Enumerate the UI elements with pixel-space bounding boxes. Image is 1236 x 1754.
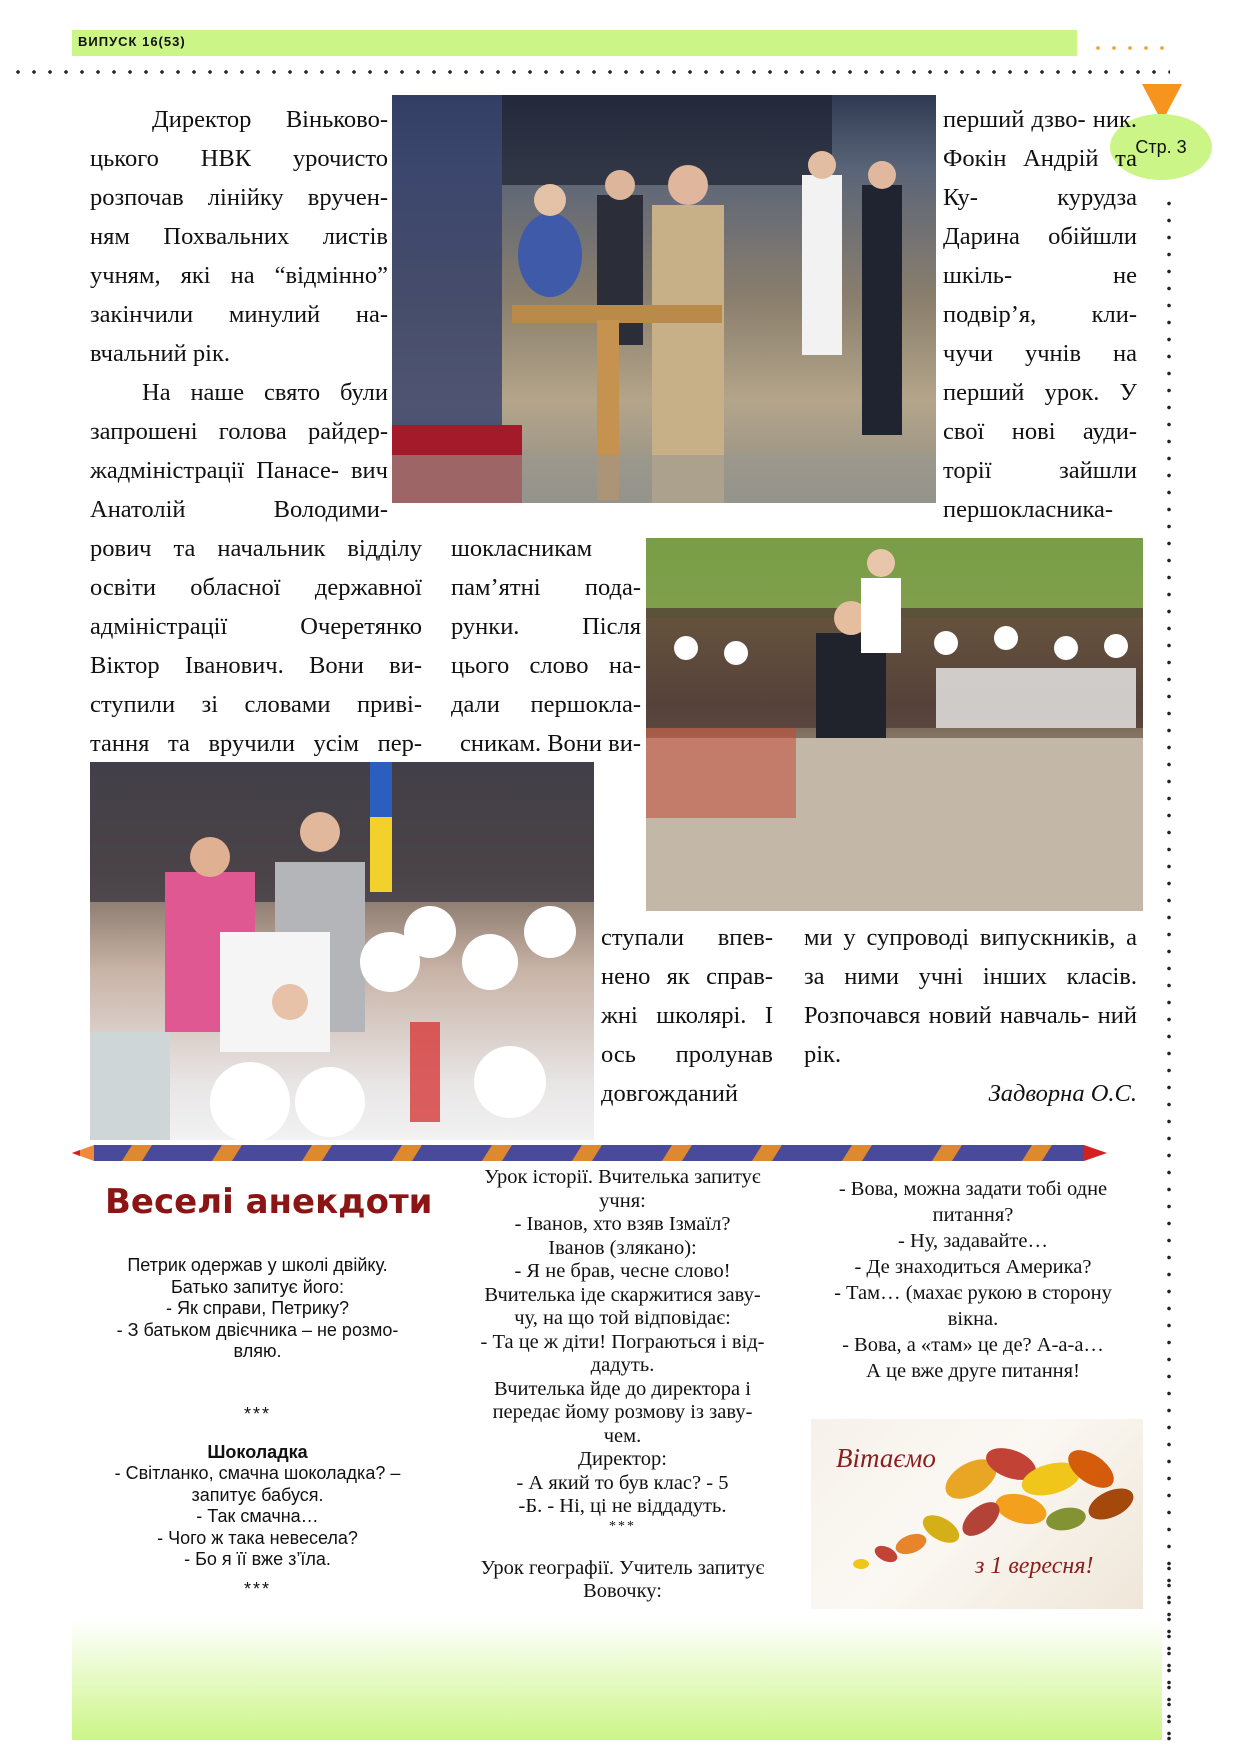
article-line: торії зайшли <box>943 457 1137 484</box>
joke-line: Вчителька йде до директора і <box>494 1377 751 1400</box>
jokes-right-column <box>808 1176 1138 1384</box>
joke-line: -Б. - Ні, ці не віддадуть. <box>518 1495 727 1517</box>
joke-line: передає йому розмову із заву- <box>492 1401 753 1423</box>
article-line: рунки. Після <box>451 613 641 640</box>
article-line: перший дзво- <box>943 106 1086 133</box>
joke-line: - Вова, а «там» це де? А-а-а… <box>842 1334 1104 1356</box>
pencil-divider <box>72 1142 1107 1164</box>
article-line: І ось пролунав <box>601 1002 773 1068</box>
joke-separator: *** <box>609 1518 636 1534</box>
joke-line: - Там… (махає рукою в сторону <box>834 1282 1112 1304</box>
article-line: не подвір’я, кли- <box>943 262 1137 328</box>
article-line: запрошені голова райдер- <box>90 418 388 445</box>
article-col-mid-1 <box>451 529 641 763</box>
jokes-middle-column <box>450 1166 795 1604</box>
page-number-badge: Стр. 3 <box>1110 114 1212 180</box>
article-line: Розпочався новий навчаль- <box>804 1002 1090 1029</box>
joke-line: Іванов (злякано): <box>548 1236 697 1259</box>
article-line: вчальний рік. <box>90 340 230 367</box>
article-line: сникам. Вони <box>459 730 603 757</box>
joke-separator: *** <box>243 1404 271 1424</box>
article-line: ний рік. <box>804 1002 1137 1068</box>
greeting-title: Вітаємо <box>836 1443 936 1473</box>
joke-line: Урок історії. Вчителька запитує <box>484 1166 761 1188</box>
joke-line: - Я не брав, чесне слово! <box>514 1260 731 1282</box>
article-line: ми у супроводі випускників, <box>804 924 1116 951</box>
joke-line: учня: <box>599 1189 646 1212</box>
dotted-divider-right-bottom <box>1167 1560 1171 1750</box>
joke-line: Петрик одержав у школі двійку. <box>127 1255 388 1275</box>
article-line: ник. Фокін <box>943 106 1137 172</box>
joke-line: Вовочку: <box>583 1580 662 1602</box>
joke-line: Вчителька іде скаржитися заву- <box>484 1283 761 1306</box>
article-col-left-2 <box>90 529 422 763</box>
photo-gifts-to-first-graders <box>90 762 594 1140</box>
article-line: розпочав лінійку вручен- <box>90 184 388 211</box>
article-line: закінчили минулий на- <box>90 301 388 328</box>
article-line: свої нові ауди- <box>943 418 1137 445</box>
joke-separator: *** <box>243 1578 271 1599</box>
joke-line: Батько запитує його: <box>170 1276 345 1297</box>
dotted-divider-orange <box>1090 46 1170 50</box>
jokes-heading: Веселі анекдоти <box>105 1182 433 1222</box>
article-line: жні школярі. <box>601 1002 747 1029</box>
joke-line: запитує бабуся. <box>191 1484 324 1505</box>
header-bar <box>72 30 1077 56</box>
joke-line: - Іванов, хто взяв Ізмаїл? <box>514 1213 731 1235</box>
joke-line: - А який то був клас? - 5 <box>516 1471 729 1494</box>
article-line: цького НВК урочисто <box>90 145 388 172</box>
article-line: курудза Дарина <box>943 184 1137 250</box>
photo-first-bell-carry <box>646 538 1143 911</box>
article-col-left-1 <box>90 100 388 529</box>
article-line: шокласникам <box>451 535 593 562</box>
joke-line: дадуть. <box>590 1354 655 1376</box>
article-line: На наше свято були <box>142 379 388 406</box>
joke-line: - Бо я її вже з’їла. <box>184 1549 331 1569</box>
issue-number: ВИПУСК 16(53) <box>78 34 186 49</box>
article-line: освіти обласної державної <box>90 574 422 601</box>
article-line: перший урок. У <box>943 379 1137 406</box>
article-line: чучи учнів на <box>943 340 1137 367</box>
article-line: ви- <box>608 730 641 757</box>
article-line: жадміністрації Панасе- <box>90 457 339 484</box>
joke-line: Директор: <box>578 1448 667 1470</box>
article-line: ступали впев- <box>601 924 773 951</box>
photo-speaker-at-podium <box>392 95 936 503</box>
article-line: учням, які на “відмінно” <box>90 262 388 289</box>
joke-title: Шоколадка <box>207 1441 308 1462</box>
joke-line: - З батьком двієчника – не розмо- <box>116 1319 399 1340</box>
joke-line: А це вже друге питання! <box>866 1360 1080 1382</box>
article-col-mid-2 <box>601 918 773 1113</box>
article-line: довгожданий <box>601 1080 738 1107</box>
joke-line: питання? <box>932 1204 1014 1226</box>
footer-gradient <box>72 1620 1162 1740</box>
article-line: пам’ятні пода- <box>451 574 641 601</box>
joke-line: - Так смачна… <box>196 1506 319 1526</box>
article-line: дали першокла- <box>451 691 641 718</box>
joke-line <box>85 1363 430 1385</box>
article-line: ступили зі словами приві- <box>90 691 422 718</box>
article-line: Віктор Іванович. Вони ви- <box>90 652 422 679</box>
article-line: рович та начальник відділу <box>90 535 422 562</box>
article-line: вич Анатолій Володими- <box>90 457 388 523</box>
article-col-right-1 <box>943 100 1137 529</box>
article-line: тання та вручили усім пер- <box>90 730 422 757</box>
greeting-date: з 1 вересня! <box>975 1553 1094 1579</box>
dotted-divider-right <box>1167 195 1171 1745</box>
joke-line: - Як справи, Петрику? <box>165 1298 349 1318</box>
joke-line: вікна. <box>947 1308 999 1330</box>
joke-line: - Та це ж діти! Пограються і від- <box>480 1330 765 1353</box>
article-line: Директор Віньково- <box>152 106 388 133</box>
article-line: обійшли шкіль- <box>943 223 1137 289</box>
joke-line: - Світланко, смачна шоколадка? – <box>114 1463 401 1483</box>
joke-line: вляю. <box>233 1341 282 1361</box>
article-line: цього слово на- <box>451 652 641 679</box>
joke-line: - Ну, задавайте… <box>898 1230 1048 1252</box>
article-line: Андрій та Ку- <box>943 145 1137 211</box>
article-line: а за ними учні інших класів. <box>804 924 1137 990</box>
joke-line: Урок географії. Учитель запитує <box>480 1556 765 1579</box>
joke-line: - Вова, можна задати тобі одне <box>838 1178 1108 1200</box>
joke-line: - Де знаходиться Америка? <box>854 1256 1092 1278</box>
joke-line: чем. <box>603 1424 642 1447</box>
joke-line: - Чого ж така невесела? <box>157 1527 358 1548</box>
article-author: Задворна О.С. <box>988 1080 1137 1107</box>
article-col-right-2 <box>804 918 1137 1113</box>
article-line: ням Похвальних листів <box>90 223 388 250</box>
article-line: першокласника- <box>943 496 1114 523</box>
article-line: нено як справ- <box>601 963 773 990</box>
jokes-left-column <box>85 1255 430 1600</box>
dotted-divider-top <box>10 70 1170 74</box>
joke-line: чу, на що той відповідає: <box>514 1307 731 1329</box>
joke-line <box>450 1535 795 1557</box>
article-line: адміністрації Очеретянко <box>90 613 422 640</box>
